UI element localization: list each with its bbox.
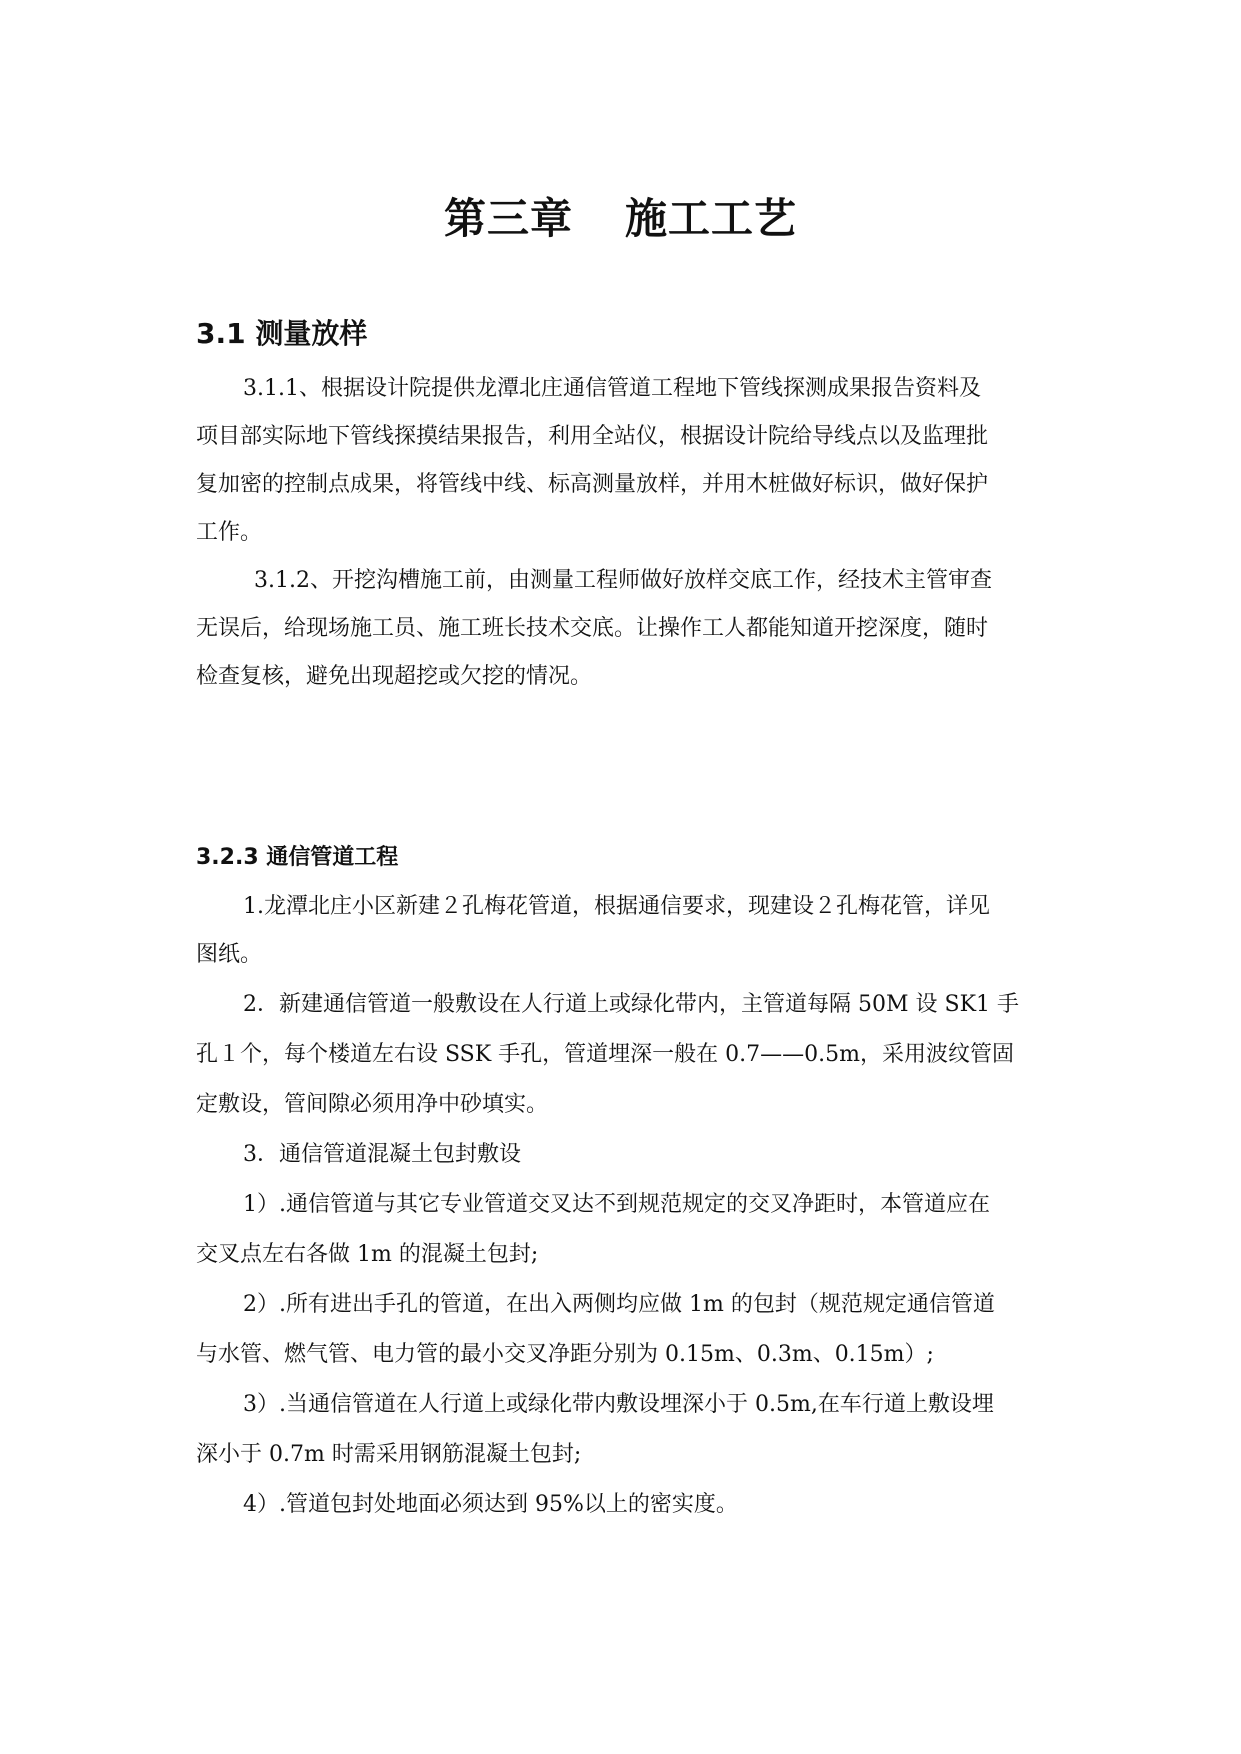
list-item-line: 图纸。 (196, 942, 263, 967)
paragraph-line: 3.1.2、开挖沟槽施工前，由测量工程师做好放样交底工作，经技术主管审查 (254, 568, 992, 593)
chapter-name: 施工工艺 (625, 194, 798, 243)
sub-item-line: 3）.当通信管道在人行道上或绿化带内敷设埋深小于 0.5m,在车行道上敷设埋 (243, 1392, 994, 1417)
subsection-title: 3.2.3 通信管道工程 (196, 845, 399, 870)
paragraph-line: 项目部实际地下管线探摸结果报告，利用全站仪，根据设计院给导线点以及监理批 (196, 424, 989, 449)
sub-item-line: 4）.管道包封处地面必须达到 95%以上的密实度。 (243, 1492, 738, 1517)
list-item-line: 3．通信管道混凝土包封敷设 (243, 1142, 521, 1167)
paragraph-line: 检查复核，避免出现超挖或欠挖的情况。 (196, 664, 593, 689)
paragraph-line: 工作。 (196, 520, 263, 545)
sub-item-line: 交叉点左右各做 1m 的混凝土包封; (196, 1242, 539, 1267)
list-item-line: 孔１个，每个楼道左右设 SSK 手孔，管道埋深一般在 0.7——0.5m，采用波纹管固 (196, 1042, 1015, 1067)
sub-item-line: 2）.所有进出手孔的管道，在出入两侧均应做 1m 的包封（规范规定通信管道 (243, 1292, 995, 1317)
list-item-line: 定敷设，管间隙必须用净中砂填实。 (196, 1092, 549, 1117)
chapter-number: 第三章 (443, 194, 573, 243)
sub-item-line: 与水管、燃气管、电力管的最小交叉净距分别为 0.15m、0.3m、0.15m）; (196, 1342, 934, 1367)
sub-item-line: 1）.通信管道与其它专业管道交叉达不到规范规定的交叉净距时，本管道应在 (243, 1192, 990, 1217)
paragraph-line: 无误后，给现场施工员、施工班长技术交底。让操作工人都能知道开挖深度，随时 (196, 616, 989, 641)
chapter-title (0, 186, 1241, 246)
list-item-line: 1.龙潭北庄小区新建２孔梅花管道，根据通信要求，现建设２孔梅花管，详见 (243, 894, 990, 919)
paragraph-line: 复加密的控制点成果，将管线中线、标高测量放样，并用木桩做好标识，做好保护 (196, 472, 989, 497)
paragraph-line: 3.1.1、根据设计院提供龙潭北庄通信管道工程地下管线探测成果报告资料及 (243, 376, 981, 401)
section-title: 3.1 测量放样 (196, 317, 368, 350)
sub-item-line: 深小于 0.7m 时需采用钢筋混凝土包封; (196, 1442, 582, 1467)
list-item-line: 2．新建通信管道一般敷设在人行道上或绿化带内，主管道每隔 50M 设 SK1 手 (243, 992, 1019, 1017)
